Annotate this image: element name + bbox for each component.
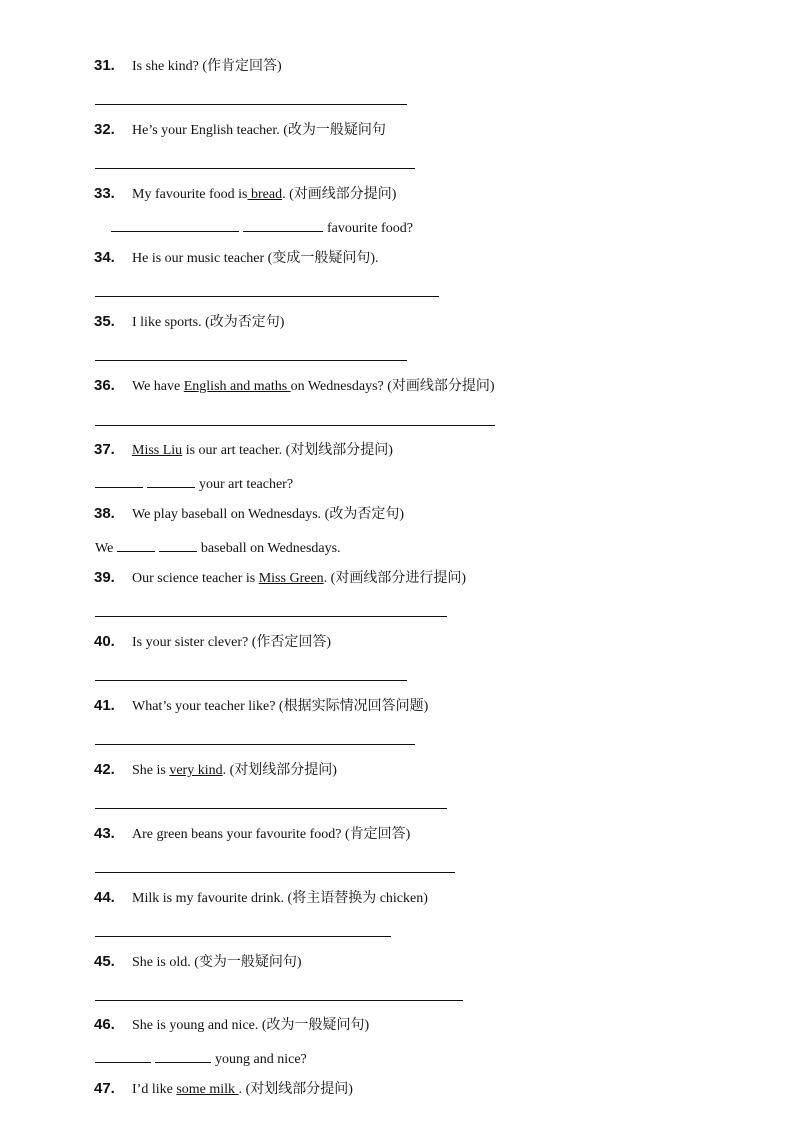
question-41: 41. What’s your teacher like? (根据实际情况回答问题) [94,697,429,714]
blank-33b[interactable] [243,218,323,232]
question-38: 38. We play baseball on Wednesdays. (改为否定句) [94,505,404,522]
answer-line-34[interactable] [95,296,439,297]
question-34: 34. He is our music teacher (变成一般疑问句). [94,249,379,266]
blank-33a[interactable] [111,218,239,232]
question-33: 33. My favourite food is bread. (对画线部分提问) [94,185,397,202]
blank-37a[interactable] [95,474,143,488]
question-43: 43. Are green beans your favourite food? (肯定回答) [94,825,411,842]
answer-line-31[interactable] [95,104,407,105]
question-31: 31. Is she kind? (作肯定回答) [94,57,282,74]
fill-row-33: favourite food? [111,218,413,238]
blank-46a[interactable] [95,1049,151,1063]
question-44: 44. Milk is my favourite drink. (将主语替换为 chicken) [94,889,428,906]
fill-row-46: young and nice? [95,1049,307,1069]
question-47: 47. I’d like some milk . (对划线部分提问) [94,1080,353,1097]
question-40: 40. Is your sister clever? (作否定回答) [94,633,332,650]
question-37: 37. Miss Liu is our art teacher. (对划线部分提问) [94,441,393,458]
answer-line-42[interactable] [95,808,447,809]
fill-row-38: We baseball on Wednesdays. [95,538,341,558]
answer-line-39[interactable] [95,616,447,617]
answer-line-36[interactable] [95,425,495,426]
question-42: 42. She is very kind. (对划线部分提问) [94,761,337,778]
answer-line-35[interactable] [95,360,407,361]
answer-line-44[interactable] [95,936,391,937]
question-45: 45. She is old. (变为一般疑问句) [94,953,302,970]
answer-line-45[interactable] [95,1000,463,1001]
blank-37b[interactable] [147,474,195,488]
answer-line-41[interactable] [95,744,415,745]
question-46: 46. She is young and nice. (改为一般疑问句) [94,1016,370,1033]
blank-46b[interactable] [155,1049,211,1063]
question-39: 39. Our science teacher is Miss Green. (对画线部分进行提问) [94,569,466,586]
answer-line-40[interactable] [95,680,407,681]
fill-row-37: your art teacher? [95,474,293,494]
blank-38a[interactable] [117,538,155,552]
blank-38b[interactable] [159,538,197,552]
question-32: 32. He’s your English teacher. (改为一般疑问句 [94,121,386,138]
answer-line-32[interactable] [95,168,415,169]
question-35: 35. I like sports. (改为否定句) [94,313,285,330]
question-36: 36. We have English and maths on Wednesdays? (对画线部分提问) [94,377,495,394]
answer-line-43[interactable] [95,872,455,873]
